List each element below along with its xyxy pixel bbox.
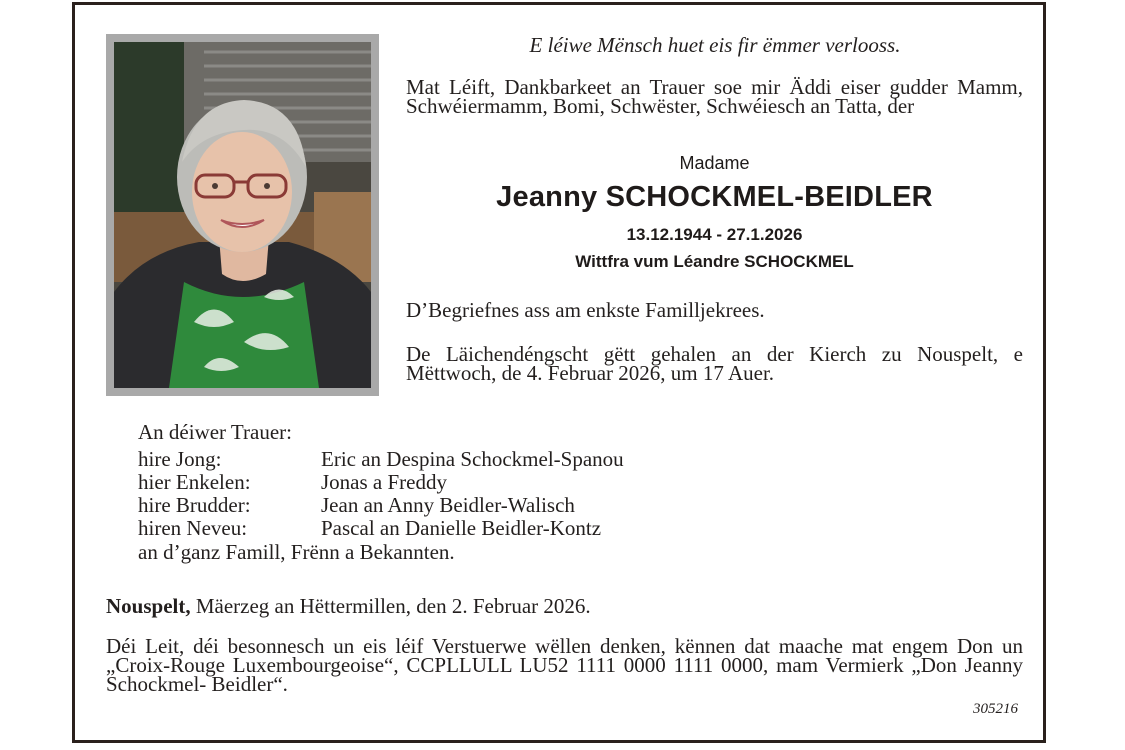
- mourner-relation: hier Enkelen:: [138, 470, 251, 494]
- portrait-frame: [106, 34, 379, 396]
- life-dates: 13.12.1944 - 27.1.2026: [626, 225, 803, 244]
- widow-note: Wittfra vum Léandre SCHOCKMEL: [575, 252, 854, 271]
- mourner-names: Jean an Anny Beidler-Walisch: [321, 493, 575, 517]
- mourner-row: [138, 494, 624, 517]
- motto: E léiwe Mënsch huet eis fir ëmmer verlooss.: [529, 33, 901, 57]
- obituary-notice: [72, 2, 1046, 743]
- reference-number: 305216: [973, 701, 1018, 717]
- mourner-names: Eric an Despina Schockmel-Spanou: [321, 447, 624, 471]
- mourner-relation: hire Jong:: [138, 447, 222, 471]
- honorific: Madame: [679, 153, 750, 173]
- portrait-photo: [114, 42, 371, 388]
- donation-text: Déi Leit, déi besonnesch un eis léif Verstuerwe wëllen denken, kënnen dat maache mat engem Don un „Croix-Rouge Luxembourgeoise“, CCPLLULL LU52 1111 0000 1111 0000, mam Vermierk „Don Jeanny Schockmel- Beidler“.: [106, 634, 1023, 696]
- mourner-relation: hiren Neveu:: [138, 516, 248, 540]
- mourner-row: [138, 517, 624, 540]
- place-date-line: [106, 594, 591, 619]
- place-name: Nouspelt,: [106, 594, 191, 618]
- place-date: Mäerzeg an Hëttermillen, den 2. Februar 2026.: [190, 594, 591, 618]
- mourner-names: Pascal an Danielle Beidler-Kontz: [321, 516, 602, 540]
- mourners-heading: An déiwer Trauer:: [138, 420, 292, 444]
- mourner-names: Jonas a Freddy: [321, 470, 447, 494]
- mourners-list: [138, 448, 624, 540]
- funeral-service-text: De Läichendéngscht gëtt gehalen an der Kierch zu Nouspelt, e Mëttwoch, de 4. Februar 2026, um 17 Auer.: [406, 342, 1023, 385]
- mourner-relation: hire Brudder:: [138, 493, 251, 517]
- mourner-row: [138, 448, 624, 471]
- deceased-name: Jeanny SCHOCKMEL-BEIDLER: [496, 181, 933, 213]
- closing-line: an d’ganz Famill, Frënn a Bekannten.: [138, 540, 455, 564]
- mourner-row: [138, 471, 624, 494]
- burial-note: D’Begriefnes ass am enkste Familljekrees.: [406, 298, 765, 322]
- portrait-illustration: [114, 42, 371, 388]
- intro-text: Mat Léift, Dankbarkeet an Trauer soe mir Äddi eiser gudder Mamm, Schwéiermamm, Bomi, Schwëster, Schwéiesch an Tatta, der: [406, 75, 1023, 118]
